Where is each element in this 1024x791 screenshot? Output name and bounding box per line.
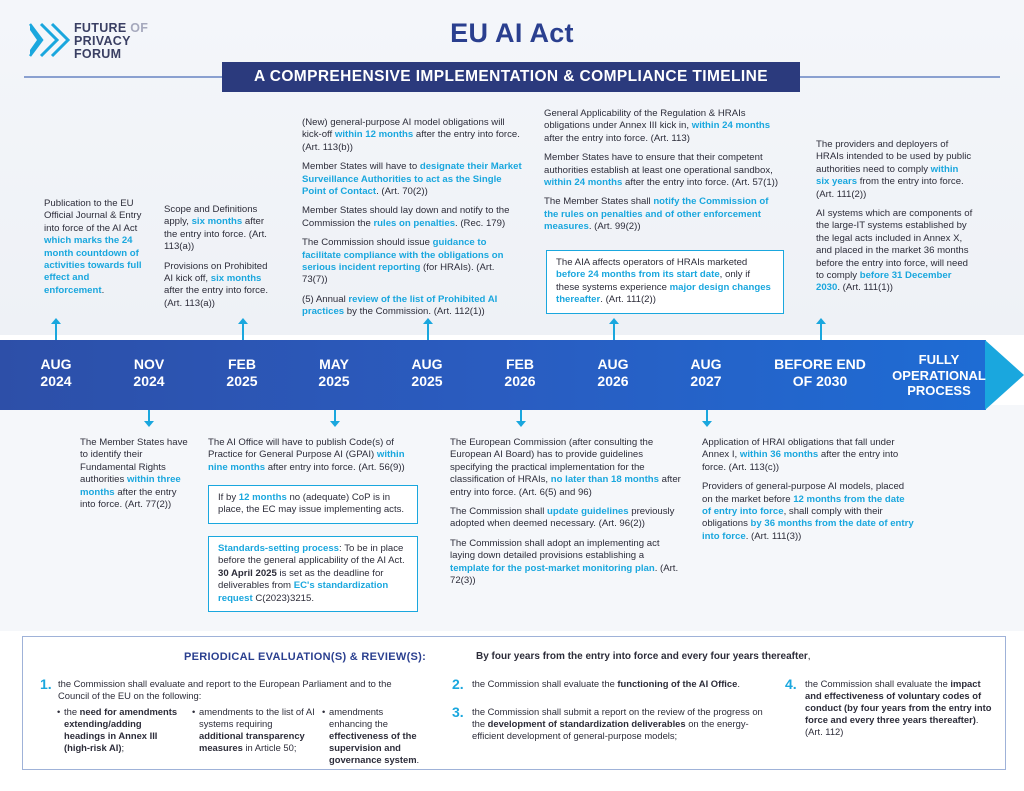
feb-2025-text [164,204,276,317]
arrow-up-icon [51,318,61,324]
connector-end-2030 [820,322,822,340]
feb-2025-a2: after the entry into force. (Art. 113(a)) [164,216,267,253]
periodical-sub-2 [199,706,315,754]
periodical-intro-e: By four years from the entry into force and every four years thereafter [476,651,808,662]
sub-3-b: . [416,754,420,765]
aug-2026-box-h2: major design changes thereafter [556,281,771,306]
aug-2025-p2h: designate their Market Surveillance Authorities to act as the Single Point of Contact [302,161,522,198]
date-feb-2026-month: FEB [506,356,534,372]
aug-2026-p2b: after the entry into force. (Art. 57(1)) [622,177,779,189]
date-process: PROCESS [907,383,971,398]
aug-2026-box-c: . (Art. 111(2)) [600,294,656,306]
feb-2025-a1: Scope and Definitions apply, [164,204,258,228]
nov-2024-a: The Member States have to identify their Fundamental Rights authorities [80,437,188,486]
date-feb-2025-year: 2025 [226,373,258,389]
item-4-e: impact and effectiveness of voluntary codes of conduct (by four years from the entry into force and every three years thereafter) [805,678,992,725]
logo-line1: FUTURE [74,21,127,35]
sub-3-e: effectiveness of the supervision and governance system [329,730,417,765]
aug-2024-text-a: Publication to the EU Official Journal & Entry into force of the AI Act [44,198,142,234]
aug-2026-box [546,250,784,314]
feb-2026-p3a: The Commission shall adopt an implementing act laying down detailed provisions establishing a [450,537,660,562]
periodical-num-2: 2. [452,676,464,692]
aug-2026-p1a: General Applicability of the Regulation & HRAIs obligations under Annex III kick in, [544,108,746,132]
connector-aug-2025 [427,322,429,340]
periodical-num-4: 4. [785,676,797,692]
date-aug-2026 [583,356,643,390]
periodical-item-1: the Commission shall evaluate and report to the European Parliament and to the Council of the EU on the following: [58,678,392,701]
aug-2027-p1a: Application of HRAI obligations that fall under Annex I, [702,437,895,461]
date-end-2030-l2: OF 2030 [792,373,848,389]
may-2025-h: within nine months [208,449,405,473]
date-aug-2025 [397,356,457,390]
date-aug-2024-year: 2024 [40,373,72,389]
may-2025-box2h2: EC's standardization request [218,580,389,604]
aug-2025-p3b: . (Rec. 179) [455,217,506,229]
periodical-item-4 [805,678,995,738]
aug-2026-p3h: notify the Commission of the rules on penalties and of other enforcement measures [544,196,769,233]
date-feb-2026-year: 2026 [504,373,536,389]
aug-2026-box-h1: before 24 months from its start date [556,269,720,281]
date-aug-2027 [676,356,736,390]
aug-2026-p3b: . (Art. 99(2)) [588,221,641,233]
may-2025-box1h: 12 months [238,492,287,503]
aug-2025-p5h: review of the list of Prohibited AI practices [302,293,498,318]
aug-2027-p2h2: by 36 months from the date of entry into force [702,518,914,542]
aug-2026-text [544,108,782,241]
aug-2025-p3h: rules on penalties [373,217,456,229]
sub-1-b: ; [121,742,125,753]
may-2025-box-2 [208,536,418,612]
aug-2025-p4a: The Commission should issue [302,237,433,249]
logo-line1-of: OF [130,21,149,35]
aug-2027-p2a: Providers of general-purpose AI models, placed on the market before [702,481,905,505]
aug-2024-highlight: which marks the 24 month countdown of activities towards full effect and enforcement [44,235,142,296]
sub-2-a: amendments to the list of AI systems requiring [199,706,315,729]
aug-2025-p5a: (5) Annual [302,293,349,305]
feb-2026-p3b: . (Art. 72(3)) [450,562,679,587]
date-fully: FULLY [918,352,960,367]
feb-2026-p3h: template for the post-market monitoring plan [450,562,655,574]
date-aug-2024 [26,356,86,390]
aug-2027-p2b: , shall comply with their obligations [702,506,883,530]
date-end-2030-l1: BEFORE END [774,356,866,372]
sub-1-e: need for amendments extending/adding headings in Annex III (high-risk AI) [64,706,178,753]
date-feb-2025-month: FEB [228,356,256,372]
periodical-title: PERIODICAL EVALUATION(S) & REVIEW(S): [184,651,427,663]
aug-2025-p1h: within 12 months [334,129,414,141]
nov-2024-text [80,437,188,511]
aug-2025-p4h: guidance to facilitate compliance with the obligations on serious incident reporting [302,237,504,274]
aug-2024-text-b: . [101,284,105,296]
aug-2027-p2h1: 12 months from the date of entry into force [702,493,905,518]
date-operational: OPERATIONAL [892,367,986,383]
aug-2027-text [702,437,914,550]
nov-2024-b: after the entry into force. (Art. 77(2)) [80,486,177,511]
sub-3-a: amendments enhancing the [329,706,388,729]
end-2030-p2b: . (Art. 111(1)) [837,282,893,294]
may-2025-a: The AI Office will have to publish Code(s) of Practice for General Purpose AI (GPAI) [208,437,394,461]
item-4-a: the Commission shall evaluate the [805,678,951,689]
end-2030-p1b: from the entry into force. (Art. 111(2)) [816,176,964,200]
arrow-down-icon [330,421,340,427]
feb-2026-p2h: update guidelines [547,506,629,518]
item-3-a: the Commission shall submit a report on the review of the progress on the [472,706,763,729]
date-aug-2025-month: AUG [411,356,443,372]
arrow-down-icon [144,421,154,427]
feb-2025-b1: Provisions on Prohibited AI kick off, [164,260,268,285]
aug-2025-text [302,117,522,326]
date-may-2025 [304,356,364,390]
periodical-sub-3 [329,706,429,766]
date-feb-2026 [490,356,550,390]
date-may-2025-year: 2025 [318,373,350,389]
aug-2025-p2a: Member States will have to [302,161,420,173]
connector-feb-2025 [242,322,244,340]
arrow-up-icon [609,318,619,324]
end-2030-p2a: AI systems which are components of the large-IT systems established by the legal acts included in Annex X, and placed in the market 36 months before the entry into force, will need to comply [816,208,973,282]
date-feb-2025 [212,356,272,390]
periodical-num-1: 1. [40,676,52,692]
aug-2025-p1a: (New) general-purpose AI model obligations will kick-off [302,117,505,141]
connector-aug-2024 [55,322,57,340]
page-title: EU AI Act [450,18,574,48]
date-aug-2024-month: AUG [40,356,72,372]
aug-2025-p2b: . (Art. 70(2)) [376,186,428,198]
aug-2026-p1b: after the entry into force. (Art. 113) [544,132,690,144]
end-2030-text [816,139,974,302]
may-2025-box2b: is set as the deadline for deliverables from [218,567,384,592]
aug-2025-p4b: (for HRAIs). (Art. 73(7)) [302,262,495,286]
may-2025-box-1 [208,485,418,524]
date-nov-2024-year: 2024 [133,373,165,389]
logo-line3: FORUM [74,47,122,61]
feb-2026-p1b: after entry into force. (Art. 6(5) and 96) [450,474,681,498]
feb-2026-p1h: no later than 18 months [550,474,659,486]
date-aug-2026-year: 2026 [597,373,629,389]
aug-2026-box-b: , only if these systems experience [556,269,751,293]
aug-2025-p5b: by the Commission. (Art. 112(1)) [344,306,485,318]
aug-2027-p2c: . (Art. 111(3)) [745,530,802,542]
end-2030-p2h: before 31 December 2030 [816,270,952,294]
aug-2026-p1h: within 24 months [691,120,771,132]
sub-1-a: the [64,706,80,717]
arrow-up-icon [238,318,248,324]
may-2025-box1b: no (adequate) CoP is in place, the EC may issue implementing acts. [218,492,405,516]
arrow-down-icon [516,421,526,427]
aug-2026-box-a: The AIA affects operators of HRAIs marketed [556,257,748,268]
item-2-b: . [737,678,740,689]
arrow-down-icon [702,421,712,427]
may-2025-box2e: 30 April 2025 [218,567,277,579]
may-2025-text [208,437,420,474]
periodical-sub-1 [64,706,182,754]
may-2025-box2a: : To be in place before the general applicability of the AI Act. [218,543,405,567]
item-3-b: on the energy-efficient development of general-purpose models; [472,718,749,741]
feb-2025-ah: six months [191,216,243,228]
aug-2024-text [44,198,144,297]
aug-2026-p2h: within 24 months [544,177,623,189]
logo-line2: PRIVACY [74,34,131,48]
end-2030-p1h: within six years [816,163,959,188]
aug-2026-p3a: The Member States shall [544,196,654,208]
arrow-up-icon [423,318,433,324]
item-2-a: the Commission shall evaluate the [472,678,618,689]
date-aug-2027-year: 2027 [690,373,722,389]
may-2025-box1a: If by [218,492,239,503]
date-end-2030 [764,356,876,390]
may-2025-box2c: C(2023)3215. [252,592,314,604]
date-aug-2025-year: 2025 [411,373,443,389]
may-2025-b: after entry into force. (Art. 56(9)) [265,461,405,473]
feb-2025-bh: six months [210,273,262,285]
aug-2027-p1b: after the entry into force. (Art. 113(c)) [702,449,899,473]
feb-2026-p2b: previously adopted when deemed necessary. (Art. 96(2)) [450,506,675,530]
arrow-up-icon [816,318,826,324]
sub-2-b: in Article 50; [242,742,297,753]
date-fully-operational [880,352,998,399]
aug-2025-p1b: after the entry into force. (Art. 113(b)) [302,129,520,153]
aug-2026-p2a: Member States have to ensure that their competent authorities establish at least one operational sandbox, [544,152,773,176]
item-3-e: development of standardization deliverables [487,718,686,729]
aug-2027-p1h: within 36 months [739,449,819,461]
item-2-e: functioning of the AI Office [617,678,738,689]
may-2025-box2h1: Standards-setting process [218,543,340,554]
date-may-2025-month: MAY [319,356,349,372]
periodical-item-2 [472,678,772,690]
date-aug-2027-month: AUG [690,356,722,372]
periodical-num-3: 3. [452,704,464,720]
date-aug-2026-month: AUG [597,356,629,372]
connector-aug-2026 [613,322,615,340]
feb-2025-b2: after the entry into force. (Art. 113(a)) [164,285,268,309]
item-4-b: . (Art. 112) [805,714,979,737]
periodical-intro-c: , [807,651,811,662]
feb-2026-p1a: The European Commission (after consulting the European AI Board) has to provide guidelines specifying the practical implementation for the classification of HRAIs, [450,437,654,486]
nov-2024-h: within three months [80,474,181,498]
aug-2025-p3a: Member States should lay down and notify to the Commission the [302,205,510,229]
periodical-intro [476,651,811,662]
date-nov-2024 [119,356,179,390]
feb-2026-p2a: The Commission shall [450,506,548,518]
end-2030-p1a: The providers and deployers of HRAIs intended to be used by public authorities need to comply [816,139,972,175]
page-subtitle: A COMPREHENSIVE IMPLEMENTATION & COMPLIANCE TIMELINE [222,62,800,92]
sub-2-e: additional transparency measures [199,730,305,753]
periodical-item-3 [472,706,772,742]
date-nov-2024-month: NOV [133,356,165,372]
feb-2026-text [450,437,682,594]
